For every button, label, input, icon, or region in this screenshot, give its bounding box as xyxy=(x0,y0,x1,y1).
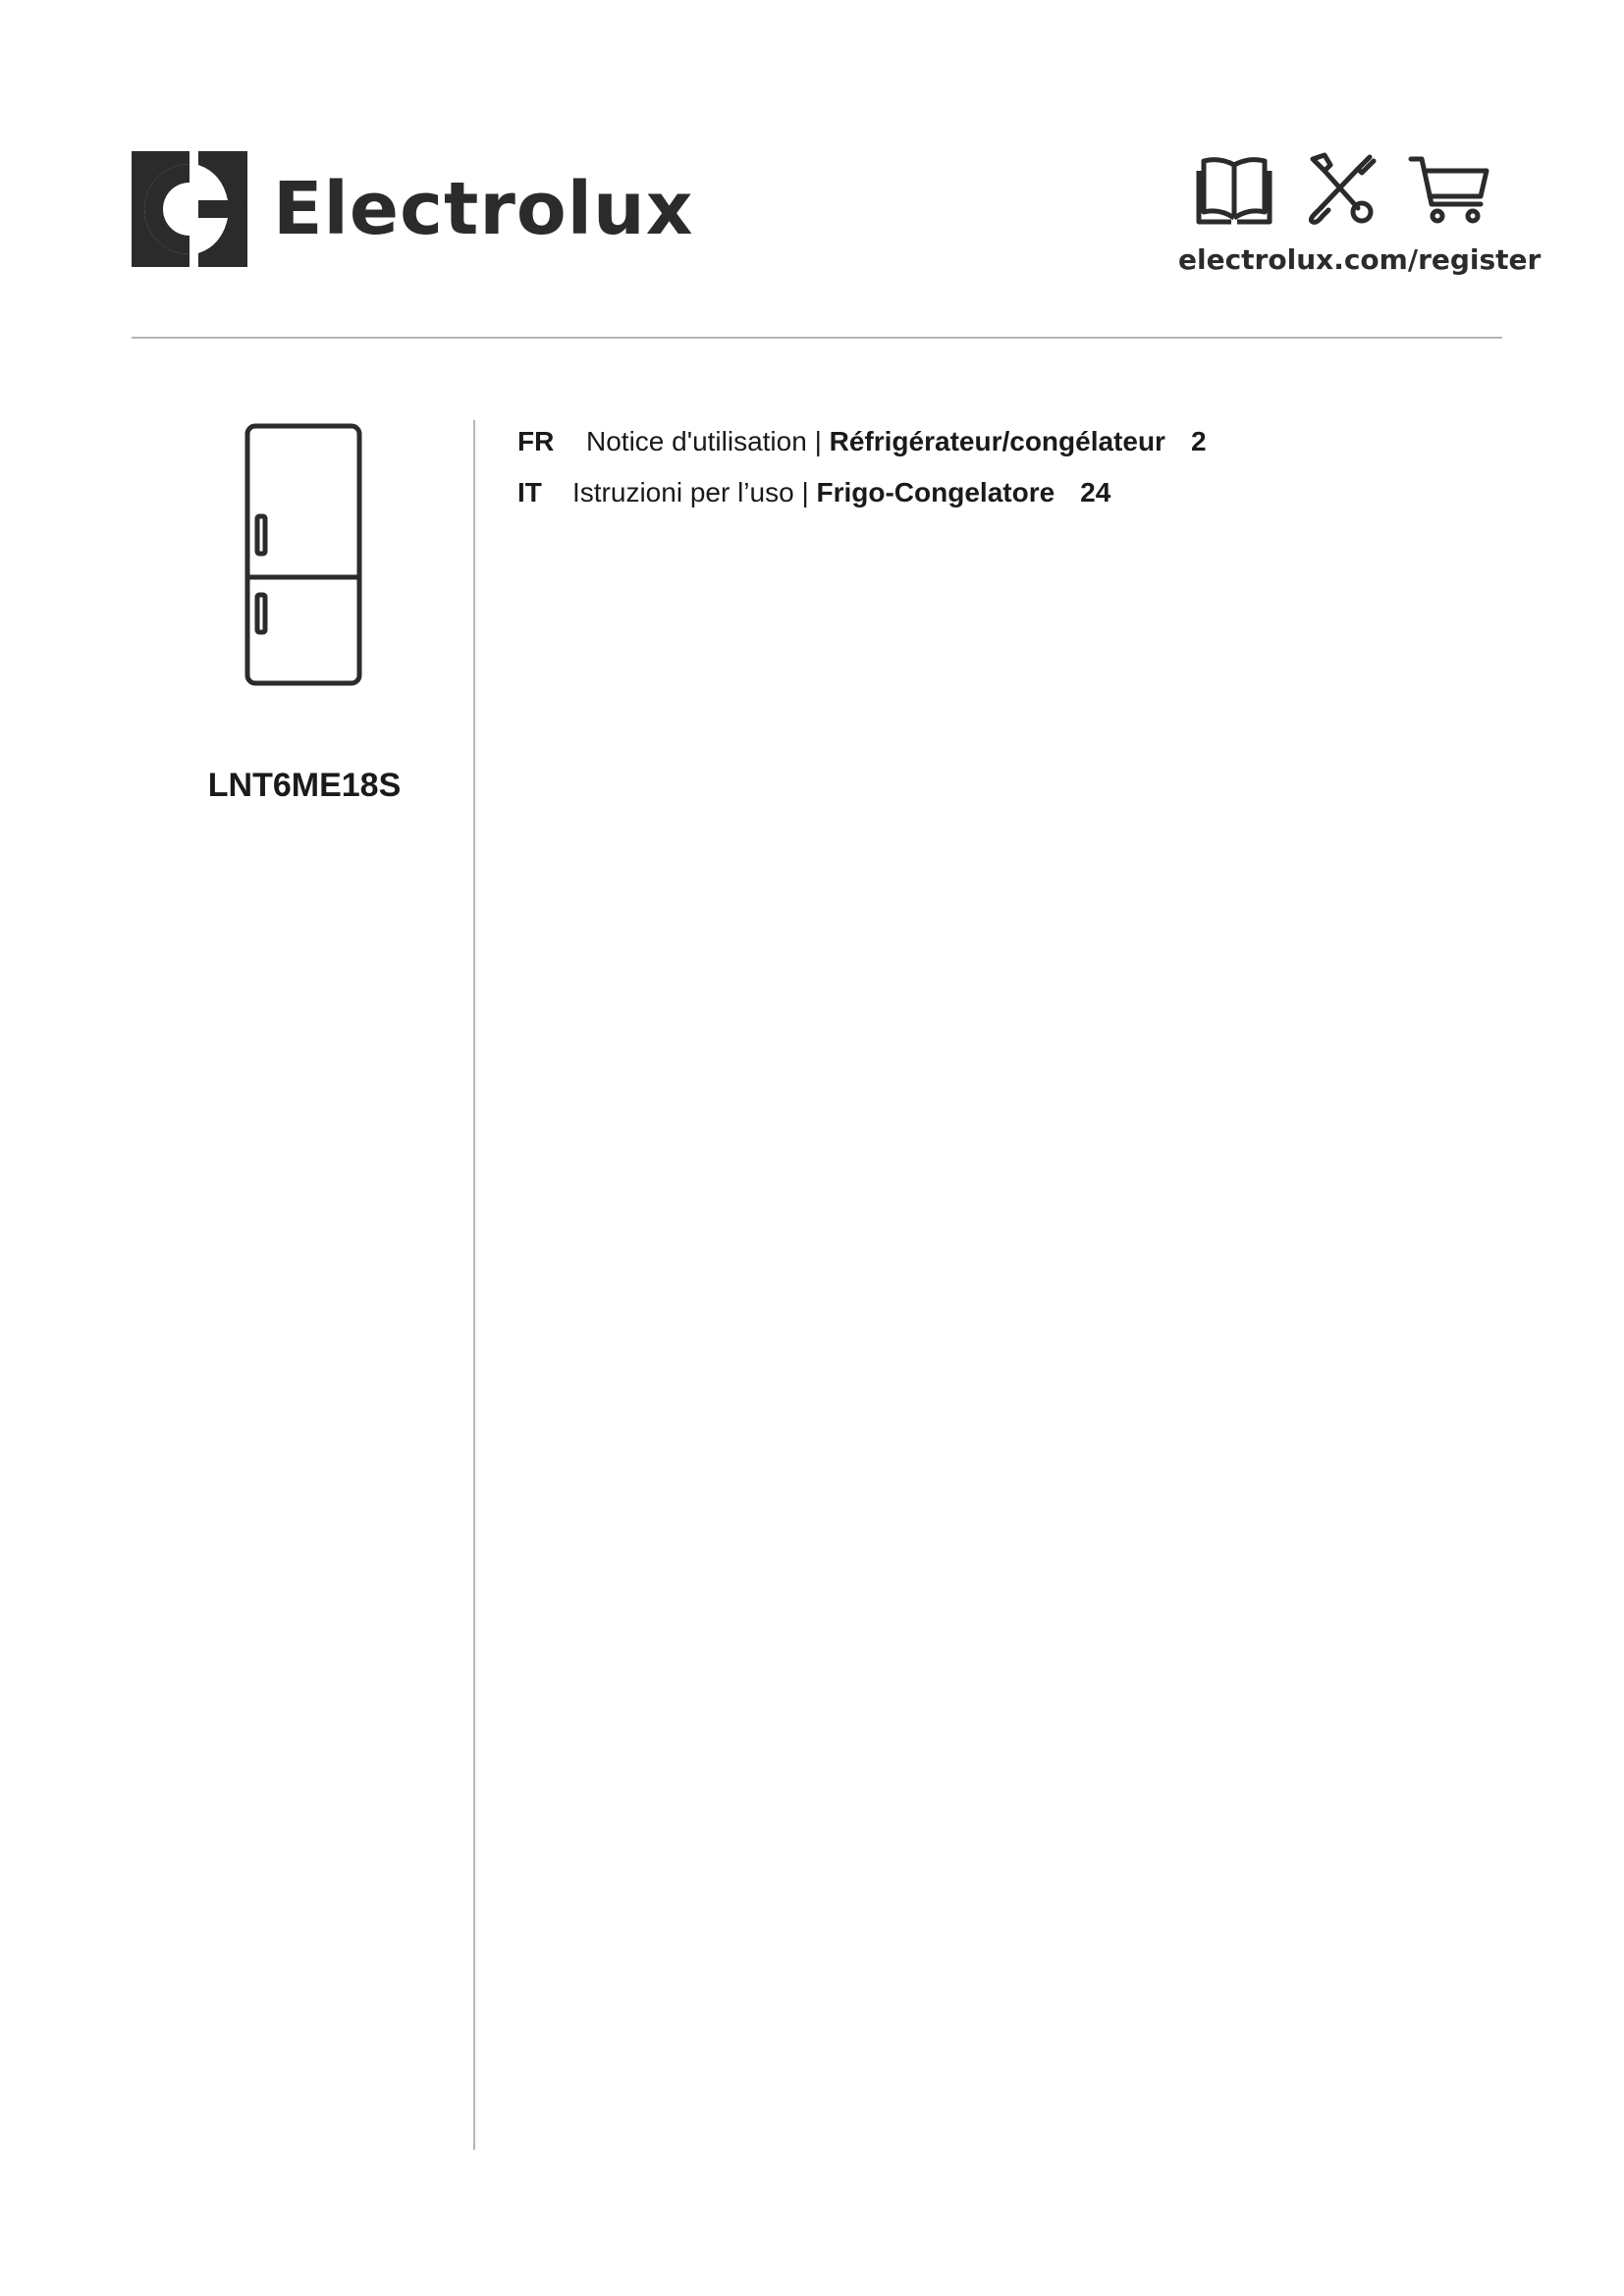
column-divider xyxy=(473,420,475,2150)
header-icons xyxy=(1196,147,1490,226)
language-list xyxy=(517,423,1499,525)
shopping-cart-icon xyxy=(1408,153,1490,226)
fridge-freezer-icon xyxy=(244,422,363,687)
book-icon xyxy=(1196,153,1272,226)
page-number: 2 xyxy=(1190,426,1207,456)
header-divider xyxy=(132,337,1502,339)
separator: | xyxy=(801,477,809,507)
document-type: Istruzioni per l’uso xyxy=(572,477,794,507)
appliance-title: Frigo-Congelatore xyxy=(816,477,1056,507)
language-entry-fr[interactable] xyxy=(517,423,1499,474)
page-number: 24 xyxy=(1080,477,1111,507)
language-entry-it[interactable] xyxy=(517,474,1499,525)
language-code: FR xyxy=(517,426,555,456)
separator: | xyxy=(814,426,822,456)
electrolux-logo-mark-icon xyxy=(132,151,247,267)
document-type: Notice d'utilisation xyxy=(586,426,807,456)
appliance-title: Réfrigérateur/congélateur xyxy=(829,426,1165,456)
register-url[interactable]: electrolux.com/register xyxy=(1178,243,1542,276)
brand-logo xyxy=(132,149,693,269)
tools-icon xyxy=(1301,151,1380,226)
brand-name: Electrolux xyxy=(273,167,694,251)
model-number: LNT6ME18S xyxy=(207,767,402,804)
language-code: IT xyxy=(517,477,542,507)
